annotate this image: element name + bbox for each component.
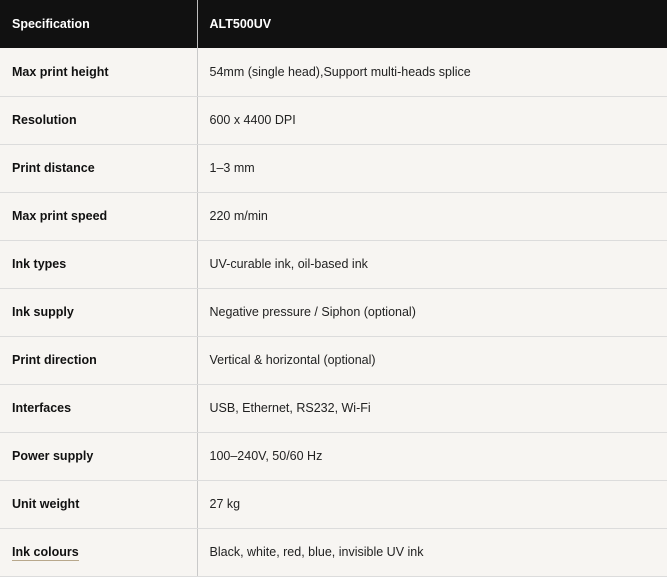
spec-label: Ink types <box>0 240 197 288</box>
header-specification: Specification <box>0 0 197 48</box>
table-row <box>0 384 667 432</box>
header-model: ALT500UV <box>197 0 667 48</box>
spec-label: Ink supply <box>0 288 197 336</box>
spec-label-text: Ink colours <box>12 544 79 559</box>
spec-value: USB, Ethernet, RS232, Wi-Fi <box>197 384 667 432</box>
spec-value: 100–240V, 50/60 Hz <box>197 432 667 480</box>
table-row <box>0 240 667 288</box>
spec-label: Print direction <box>0 336 197 384</box>
table-row <box>0 144 667 192</box>
spec-label: Max print speed <box>0 192 197 240</box>
spec-value: UV-curable ink, oil-based ink <box>197 240 667 288</box>
spec-label: Resolution <box>0 96 197 144</box>
spec-value: 1–3 mm <box>197 144 667 192</box>
spec-value: Negative pressure / Siphon (optional) <box>197 288 667 336</box>
spec-label: Unit weight <box>0 480 197 528</box>
table-row <box>0 528 667 576</box>
table-row <box>0 192 667 240</box>
spec-value: 54mm (single head),Support multi-heads splice <box>197 48 667 96</box>
spec-label: Interfaces <box>0 384 197 432</box>
spec-label: Print distance <box>0 144 197 192</box>
table-header <box>0 0 667 48</box>
spec-value: Vertical & horizontal (optional) <box>197 336 667 384</box>
table-header-row <box>0 0 667 48</box>
table-row <box>0 336 667 384</box>
spec-label <box>0 528 197 576</box>
spec-value: 220 m/min <box>197 192 667 240</box>
table-row <box>0 48 667 96</box>
spec-label: Max print height <box>0 48 197 96</box>
spec-value: 600 x 4400 DPI <box>197 96 667 144</box>
spec-value: 27 kg <box>197 480 667 528</box>
spec-value: Black, white, red, blue, invisible UV ink <box>197 528 667 576</box>
table-row <box>0 96 667 144</box>
spec-label: Power supply <box>0 432 197 480</box>
table-row <box>0 480 667 528</box>
table-row <box>0 288 667 336</box>
table-body <box>0 48 667 576</box>
table-row <box>0 432 667 480</box>
